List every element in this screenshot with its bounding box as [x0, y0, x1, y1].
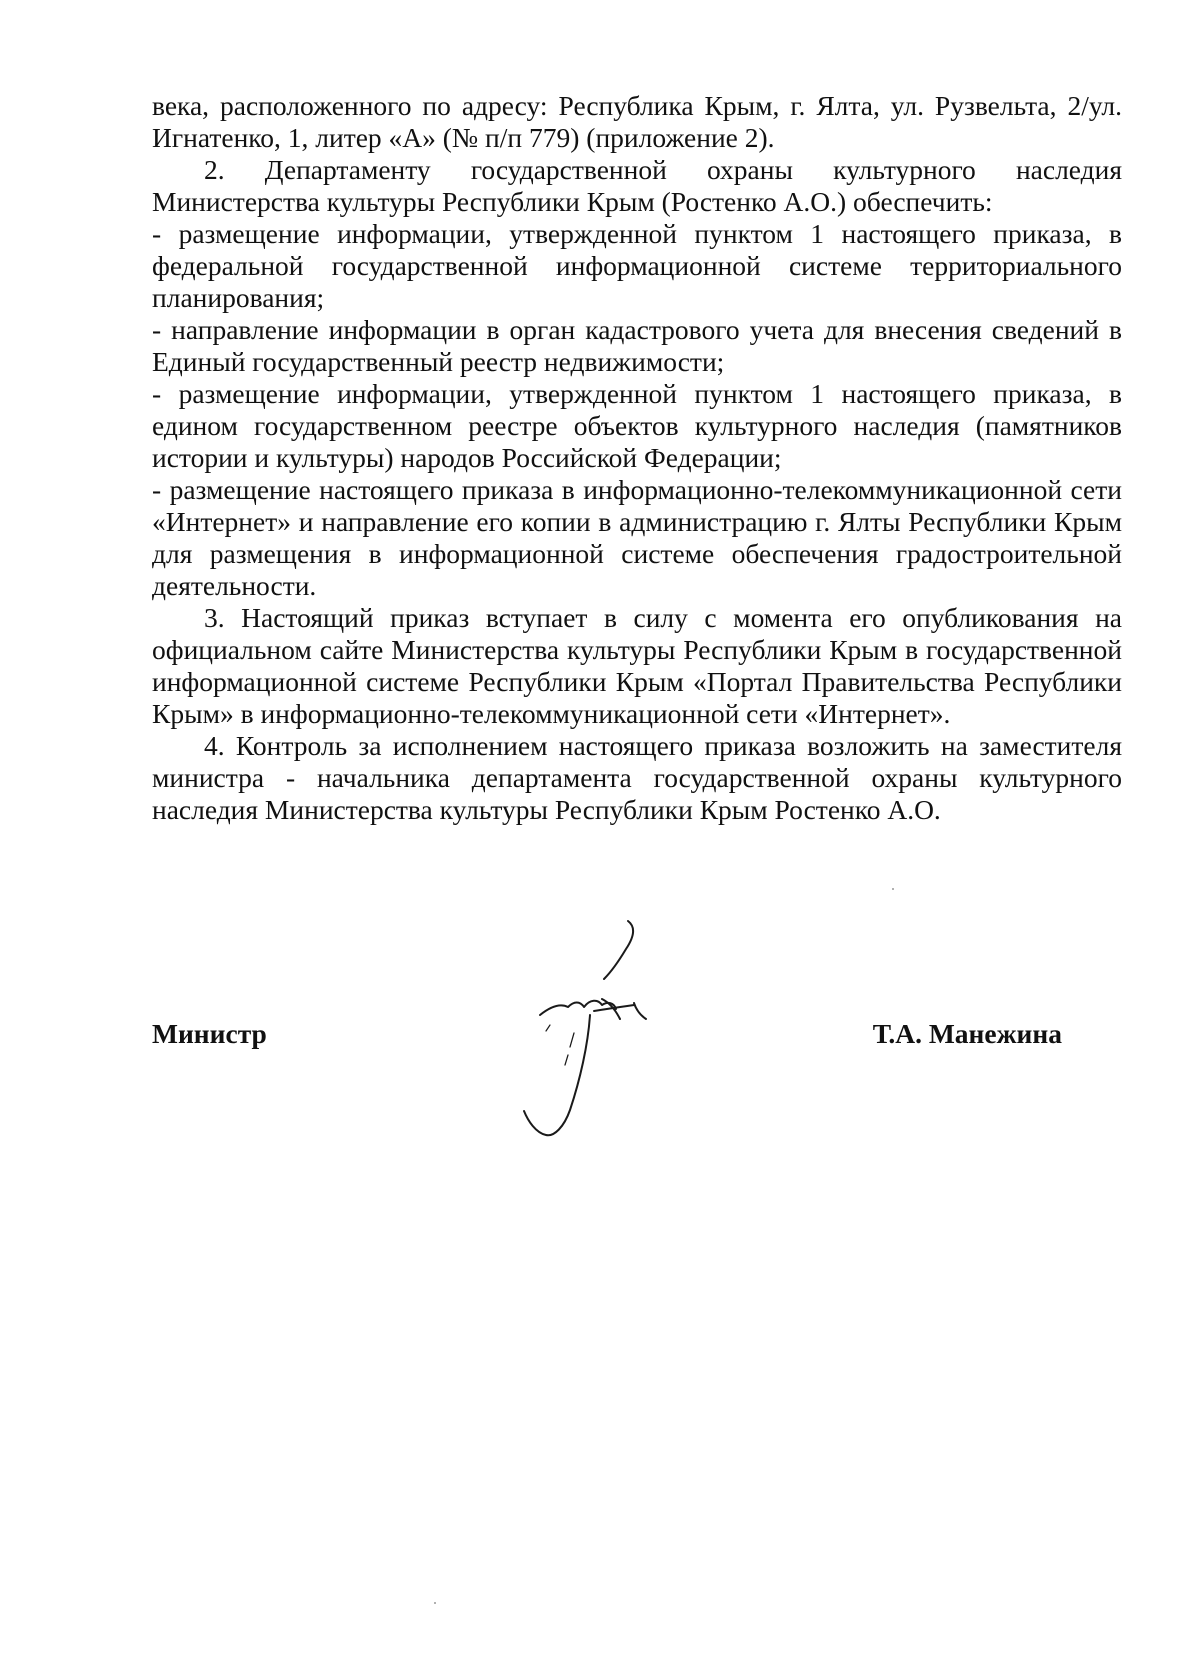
- paragraph-item-2: 2. Департаменту государственной охраны культурного наследия Министерства культуры Республики Крым (Ростенко А.О.) обеспечить:: [152, 154, 1122, 217]
- signatory-name: Т.А. Манежина: [872, 1018, 1062, 1049]
- scan-speck: [892, 888, 894, 890]
- paragraph-item-2-bullet-4: - размещение настоящего приказа в информационно-телекоммуникационной сети «Интернет» и направление его копии в администрацию г. Ялты Республики Крым для размещения в информационной системе обеспечения градостроительной деятельности.: [152, 474, 1122, 601]
- signatory-title: Министр: [152, 1018, 267, 1049]
- scan-speck: [434, 1602, 436, 1604]
- paragraph-continuation: века, расположенного по адресу: Республика Крым, г. Ялта, ул. Рузвельта, 2/ул. Игнатенко, 1, литер «А» (№ п/п 779) (приложение 2).: [152, 90, 1122, 153]
- document-body: [152, 90, 1122, 826]
- paragraph-item-2-bullet-1: - размещение информации, утвержденной пунктом 1 настоящего приказа, в федеральной государственной информационной системе территориального планирования;: [152, 218, 1122, 313]
- paragraph-item-2-bullet-2: - направление информации в орган кадастрового учета для внесения сведений в Единый государственный реестр недвижимости;: [152, 314, 1122, 377]
- paragraph-item-3: 3. Настоящий приказ вступает в силу с момента его опубликования на официальном сайте Министерства культуры Республики Крым в государственной информационной системе Республики Крым «Портал Правительства Республики Крым» в информационно-телекоммуникационной сети «Интернет».: [152, 602, 1122, 729]
- paragraph-item-2-bullet-3: - размещение информации, утвержденной пунктом 1 настоящего приказа, в едином государственном реестре объектов культурного наследия (памятников истории и культуры) народов Российской Федерации;: [152, 378, 1122, 473]
- paragraph-item-4: 4. Контроль за исполнением настоящего приказа возложить на заместителя министра - начальника департамента государственной охраны культурного наследия Министерства культуры Республики Крым Ростенко А.О.: [152, 730, 1122, 825]
- handwritten-signature-icon: [510, 915, 690, 1175]
